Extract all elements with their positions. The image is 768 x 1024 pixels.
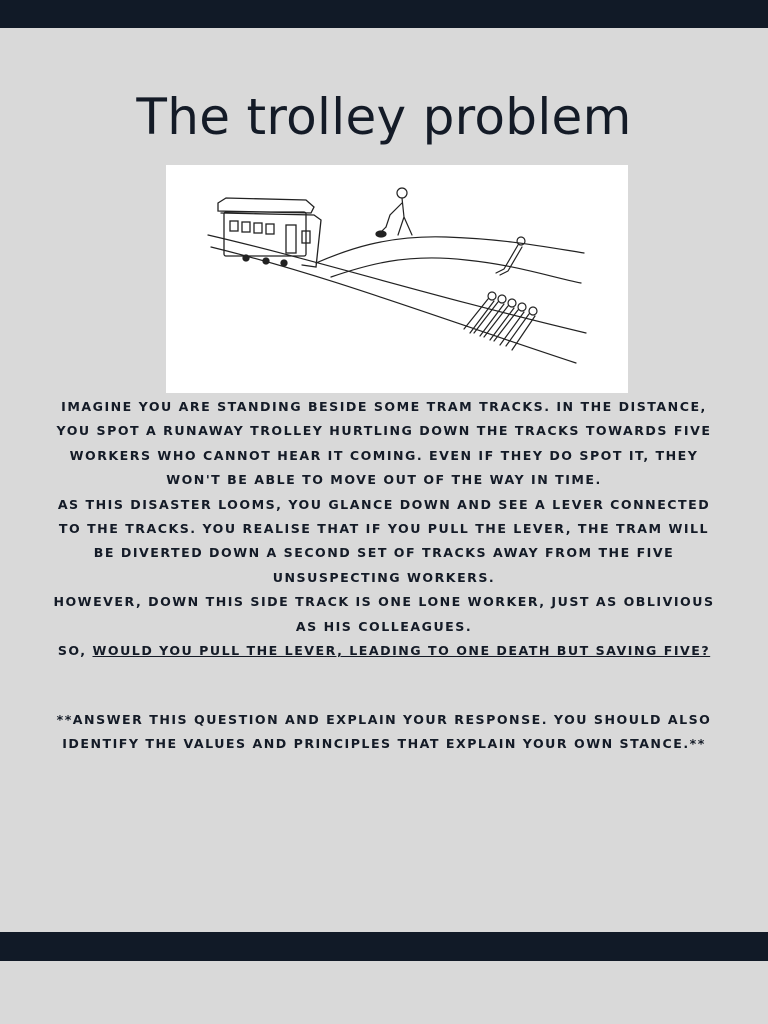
bottom-bar bbox=[0, 932, 768, 961]
question-text: WOULD YOU PULL THE LEVER, LEADING TO ONE DEATH BUT SAVING FIVE? bbox=[92, 643, 711, 659]
five-workers-icon bbox=[464, 292, 537, 350]
page-title: The trolley problem bbox=[136, 88, 632, 146]
question-line bbox=[50, 639, 718, 663]
answer-instruction: **ANSWER THIS QUESTION AND EXPLAIN YOUR RESPONSE. YOU SHOULD ALSO IDENTIFY THE VALUES AND PRINCIPLES THAT EXPLAIN YOUR OWN STANCE.** bbox=[56, 712, 712, 752]
main-track-rail bbox=[208, 235, 586, 333]
trolley-drawing bbox=[166, 165, 628, 393]
side-track-rail bbox=[331, 258, 581, 283]
paragraph-scenario: IMAGINE YOU ARE STANDING BESIDE SOME TRAM TRACKS. IN THE DISTANCE, YOU SPOT A RUNAWAY TROLLEY HURTLING DOWN THE TRACKS TOWARDS FIVE WORKERS WHO CANNOT HEAR IT COMING. EVEN IF THEY DO SPOT IT, THEY WON'T BE ABLE TO MOVE OUT OF THE WAY IN TIME. bbox=[56, 399, 712, 488]
question-prefix: SO, bbox=[57, 643, 93, 659]
scenario-text bbox=[50, 395, 718, 663]
paragraph-side-track: HOWEVER, DOWN THIS SIDE TRACK IS ONE LONE WORKER, JUST AS OBLIVIOUS AS HIS COLLEAGUES. bbox=[53, 594, 715, 634]
trolley-illustration bbox=[166, 165, 628, 393]
person-at-lever-icon bbox=[376, 188, 412, 237]
trolley-icon bbox=[218, 198, 321, 267]
paragraph-lever: AS THIS DISASTER LOOMS, YOU GLANCE DOWN AND SEE A LEVER CONNECTED TO THE TRACKS. YOU REALISE THAT IF YOU PULL THE LEVER, THE TRAM WILL BE DIVERTED DOWN A SECOND SET OF TRACKS AWAY FROM THE FIVE UNSUSPECTING WORKERS. bbox=[57, 496, 711, 585]
top-bar bbox=[0, 0, 768, 28]
